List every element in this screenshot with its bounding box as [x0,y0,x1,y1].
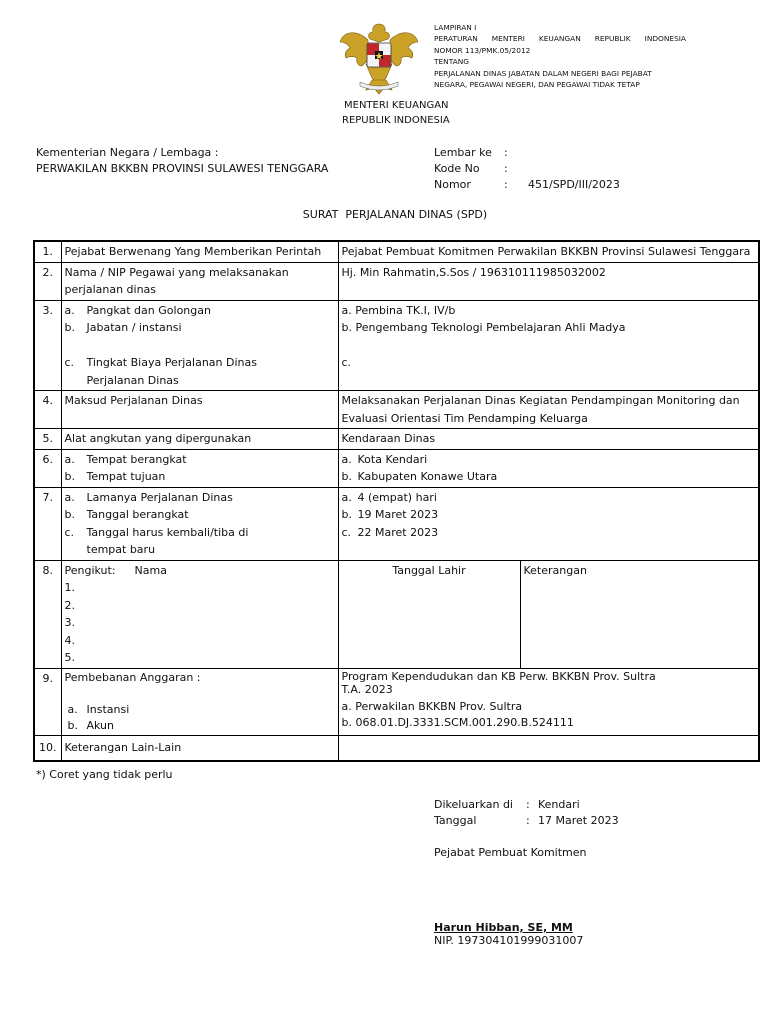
minister-title [342,98,482,128]
row-value: Pejabat Pembuat Komitmen Perwakilan BKKBN Provinsi Sulawesi Tenggara [338,241,759,262]
list-item [65,702,335,718]
table-row [34,241,759,262]
meta-row [434,177,620,193]
row-label: Keterangan Lain-Lain [61,735,338,761]
value-item [342,506,756,524]
item-text: Tanggal berangkat [86,508,189,521]
item-text: 4 (empat) hari [357,490,437,504]
row-number: 7. [34,487,61,560]
list-item [65,506,335,524]
row-value [338,668,759,735]
followers-cell [61,560,338,668]
issued-value: Kendari [538,798,580,811]
dob-column-header: Tanggal Lahir [392,563,466,577]
followers-label: Pengikut: [64,563,116,577]
row-label: Nama / NIP Pegawai yang melaksanakan perjalanan dinas [61,262,338,300]
item-letter: b. [64,321,75,334]
table-row [34,449,759,487]
list-item: 3. [64,616,75,629]
row-value: Hj. Min Rahmatin,S.Sos / 196310111985032002 [338,262,759,300]
meta-label: Nomor [434,178,471,191]
item-letter: a. [64,303,75,317]
item-text: Tanggal harus kembali/tiba di [86,525,249,539]
meta-value: 451/SPD/III/2023 [528,178,620,191]
row-number: 8. [34,560,61,668]
signer-name: Harun Hibban, SE, MM [434,921,573,934]
document-title: SURAT PERJALANAN DINAS (SPD) [302,208,488,221]
meta-label: Lembar ke [434,146,492,159]
meta-label: Kode No [434,162,480,175]
table-row [34,560,759,668]
list-item [65,468,335,486]
list-item [65,524,335,542]
list-item [65,489,335,507]
list-item [65,372,335,390]
spd-table [33,240,760,762]
value-item [342,468,756,486]
list-item [65,541,335,559]
item-text: 19 Maret 2023 [357,508,439,521]
item-letter: b. [341,470,352,483]
table-row [34,262,759,300]
item-text-cont: Perjalanan Dinas [86,373,179,387]
list-item: 1. [64,581,75,594]
issued-block [434,797,619,861]
note-column-header: Keterangan [523,563,587,577]
meta-row [434,145,620,161]
list-item: 4. [64,633,75,647]
row-number: 1. [34,241,61,262]
item-text: Lamanya Perjalanan Dinas [86,490,233,504]
attachment-line: PERATURAN MENTERI KEUANGAN REPUBLIK INDONESIA [434,34,686,44]
row-value: Melaksanakan Perjalanan Dinas Kegiatan Pendampingan Monitoring dan Evaluasi Orientasi Tim Pendamping Keluarga [338,391,759,429]
issued-row [434,797,619,813]
row-value [338,735,759,761]
list-item: 5. [64,651,75,664]
value-item [342,489,756,507]
item-letter: a. [64,452,75,466]
list-item [65,319,335,337]
list-item [65,451,335,469]
table-row [34,300,759,391]
item-letter: b. [64,470,75,483]
meta-colon: : [504,146,508,159]
dob-column [338,560,520,668]
issued-colon: : [526,798,530,811]
row-number: 5. [34,429,61,450]
followers-name-col: Nama [134,563,167,577]
issued-value: 17 Maret 2023 [538,814,619,827]
item-letter: a. [341,452,352,466]
ministry-label: Kementerian Negara / Lembaga : [36,146,219,159]
value-line: b. Pengembang Teknologi Pembelajaran Ahli Madya [341,321,626,334]
table-row [34,391,759,429]
item-text: Tempat tujuan [86,470,166,483]
document-meta [434,145,620,193]
row-value [338,487,759,560]
row-number: 6. [34,449,61,487]
item-text: Pangkat dan Golongan [86,303,211,317]
issued-colon: : [526,814,530,827]
note-column [520,560,759,668]
list-item [65,718,335,734]
attachment-line: TENTANG [434,57,469,67]
table-row [34,668,759,735]
issued-row [434,813,619,829]
value-line: b. 068.01.DJ.3331.SCM.001.290.B.524111 [341,715,574,729]
row-value [338,449,759,487]
row-number: 3. [34,300,61,391]
attachment-line: PERJALANAN DINAS JABATAN DALAM NEGERI BAGI PEJABAT [434,68,652,78]
item-text: 22 Maret 2023 [357,525,439,539]
value-item [342,524,756,542]
attachment-line: NOMOR 113/PMK.05/2012 [434,45,531,55]
item-text: Jabatan / instansi [86,321,182,334]
signer-position: Pejabat Pembuat Komitmen [434,846,587,859]
budget-program: Program Kependudukan dan KB Perw. BKKBN Prov. Sultra T.A. 2023 [341,669,656,696]
row-number: 2. [34,262,61,300]
row-label: Alat angkutan yang dipergunakan [61,429,338,450]
item-text: Kota Kendari [357,452,428,466]
item-letter: a. [341,490,352,504]
table-row [34,735,759,761]
meta-colon: : [504,162,508,175]
item-text-cont: tempat baru [86,543,156,556]
item-letter: a. [64,490,75,504]
list-item [65,354,335,372]
item-text: Tingkat Biaya Perjalanan Dinas [86,356,257,369]
attachment-block [434,22,686,90]
row-value [338,300,759,391]
footnote: *) Coret yang tidak perlu [36,768,173,781]
list-item: 2. [64,598,75,612]
row-label [61,449,338,487]
minister-line: MENTERI KEUANGAN [344,100,449,111]
row-label: Maksud Perjalanan Dinas [61,391,338,429]
attachment-line: LAMPIRAN I [434,23,477,32]
followers-header [65,562,335,580]
value-line: c. [341,356,352,369]
issued-label: Tanggal [434,814,477,827]
issued-label: Dikeluarkan di [434,798,513,811]
value-item [342,451,756,469]
row-number: 9. [34,668,61,735]
item-letter: c. [64,525,75,539]
value-line: a. Pembina TK.I, IV/b [341,303,456,317]
table-row [34,429,759,450]
list-item [65,302,335,320]
table-row [34,487,759,560]
meta-colon: : [504,178,508,191]
item-text: Instansi [86,702,130,716]
item-text: Tempat berangkat [86,452,187,466]
item-letter: b. [67,718,78,732]
value-line: a. Perwakilan BKKBN Prov. Sultra [341,699,523,713]
attachment-line: NEGARA, PEGAWAI NEGERI, DAN PEGAWAI TIDAK TETAP [434,80,640,90]
budget-label: Pembebanan Anggaran : [64,670,201,684]
row-label [61,300,338,391]
row-label [61,487,338,560]
item-letter: c. [64,356,75,369]
row-number: 10. [34,735,61,761]
item-letter: b. [341,508,352,521]
meta-row [434,161,620,177]
signer-block [434,921,583,947]
item-letter: a. [67,702,78,716]
item-letter: c. [341,525,352,539]
ministry-block [36,145,328,177]
minister-line: REPUBLIK INDONESIA [342,115,450,126]
item-text: Akun [86,718,114,732]
row-label: Pejabat Berwenang Yang Memberikan Perintah [61,241,338,262]
ministry-value: PERWAKILAN BKKBN PROVINSI SULAWESI TENGGARA [36,162,329,175]
item-letter: b. [64,508,75,521]
signer-nip: NIP. 197304101999031007 [434,934,584,947]
row-label [61,668,338,735]
item-text: Kabupaten Konawe Utara [357,470,498,483]
row-number: 4. [34,391,61,429]
row-value: Kendaraan Dinas [338,429,759,450]
garuda-emblem-icon [338,20,420,96]
